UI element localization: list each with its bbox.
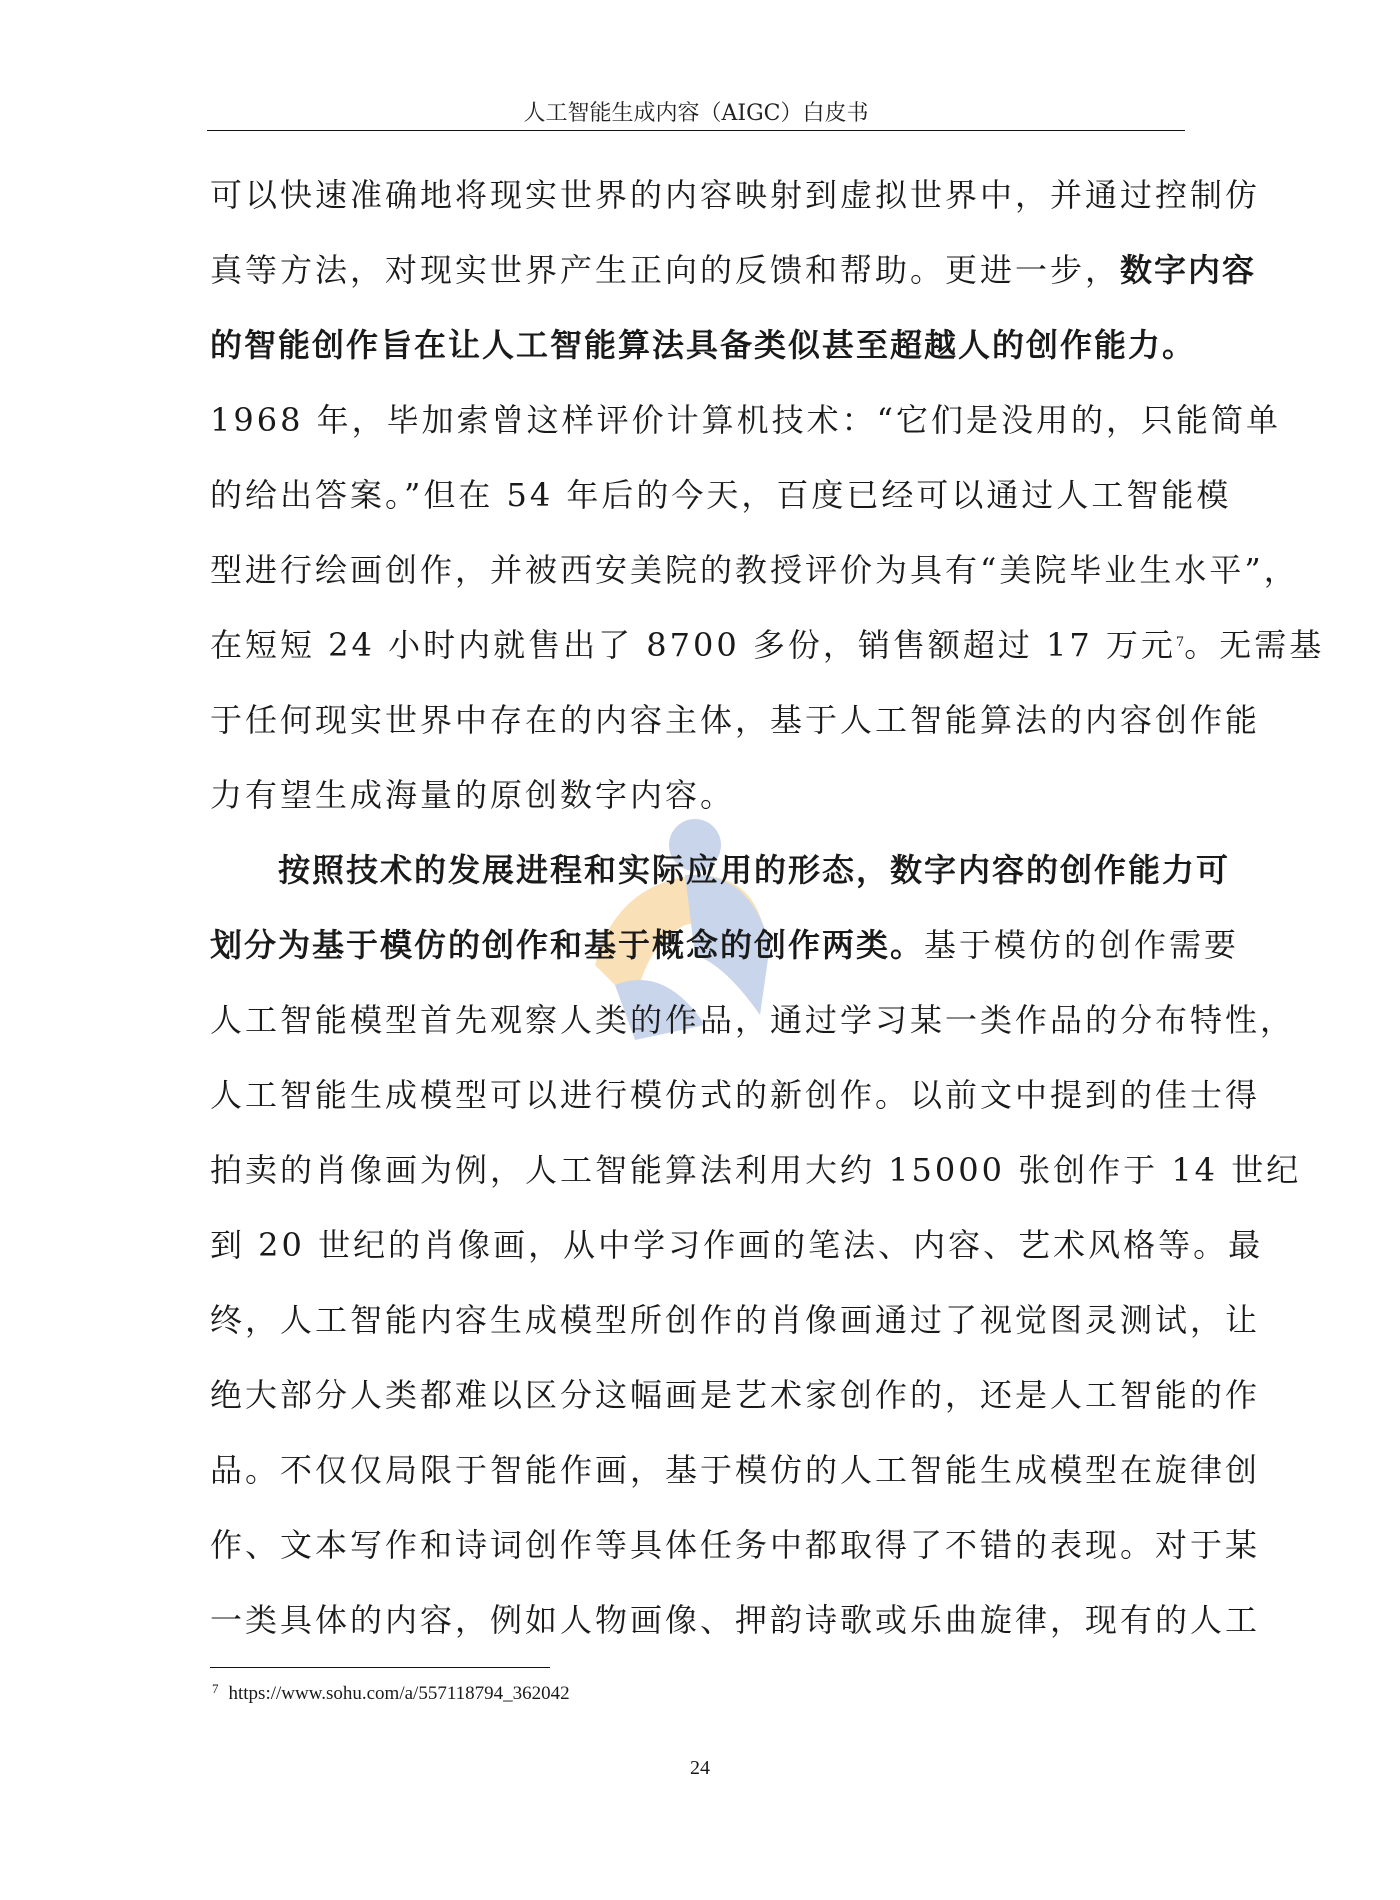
body-line: 力有望生成海量的原创数字内容。 bbox=[210, 776, 736, 814]
body-line: 的给出答案。”但在 54 年后的今天，百度已经可以通过人工智能模 bbox=[210, 476, 1232, 514]
body-line: 拍卖的肖像画为例，人工智能算法利用大约 15000 张创作于 14 世纪 bbox=[210, 1151, 1302, 1189]
body-line: 人工智能模型首先观察人类的作品，通过学习某一类作品的分布特性， bbox=[210, 1001, 1296, 1039]
body-line: 按照技术的发展进程和实际应用的形态，数字内容的创作能力可 bbox=[278, 851, 1231, 889]
body-line: 人工智能生成模型可以进行模仿式的新创作。以前文中提到的佳士得 bbox=[210, 1076, 1261, 1114]
footnote bbox=[212, 1681, 570, 1705]
page-number: 24 bbox=[690, 1757, 710, 1779]
text-run: 在短短 24 小时内就售出了 8700 多份，销售额超过 17 万元 bbox=[210, 626, 1176, 664]
body-line bbox=[210, 233, 1257, 308]
body-line: 作、文本写作和诗词创作等具体任务中都取得了不错的表现。对于某 bbox=[210, 1526, 1261, 1564]
footnote-number: 7 bbox=[212, 1681, 219, 1696]
body-line: 一类具体的内容，例如人物画像、押韵诗歌或乐曲旋律，现有的人工 bbox=[210, 1601, 1261, 1639]
body-line: 终，人工智能内容生成模型所创作的肖像画通过了视觉图灵测试，让 bbox=[210, 1301, 1261, 1339]
body-line: 的智能创作旨在让人工智能算法具备类似甚至超越人的创作能力。 bbox=[210, 326, 1197, 364]
running-header: 人工智能生成内容（AIGC）白皮书 bbox=[523, 101, 869, 126]
body-line: 绝大部分人类都难以区分这幅画是艺术家创作的，还是人工智能的作 bbox=[210, 1376, 1261, 1414]
body-line: 到 20 世纪的肖像画，从中学习作画的笔法、内容、艺术风格等。最 bbox=[210, 1226, 1264, 1264]
body-line bbox=[210, 908, 1240, 983]
body-line: 品。不仅仅局限于智能作画，基于模仿的人工智能生成模型在旋律创 bbox=[210, 1451, 1261, 1489]
text-run: 真等方法，对现实世界产生正向的反馈和帮助。更进一步， bbox=[210, 251, 1121, 289]
text-run: 基于模仿的创作需要 bbox=[924, 926, 1240, 964]
bold-text-run: 数字内容 bbox=[1120, 251, 1257, 289]
body-line: 型进行绘画创作，并被西安美院的教授评价为具有“美院毕业生水平”， bbox=[210, 551, 1299, 589]
body-line: 1968 年，毕加索曾这样评价计算机技术：“它们是没用的，只能简单 bbox=[210, 401, 1281, 439]
body-line: 于任何现实世界中存在的内容主体，基于人工智能算法的内容创作能 bbox=[210, 701, 1261, 739]
bold-text-run: 划分为基于模仿的创作和基于概念的创作两类。 bbox=[210, 926, 925, 964]
header-rule bbox=[207, 130, 1185, 131]
text-run: 。无需基 bbox=[1184, 626, 1325, 664]
body-text bbox=[210, 158, 1325, 1658]
body-line: 可以快速准确地将现实世界的内容映射到虚拟世界中，并通过控制仿 bbox=[210, 176, 1261, 214]
footnote-rule bbox=[210, 1667, 550, 1668]
footnote-reference[interactable]: 7 bbox=[1175, 635, 1185, 650]
body-line bbox=[210, 608, 1325, 683]
footnote-link[interactable]: https://www.sohu.com/a/557118794_362042 bbox=[228, 1683, 570, 1704]
